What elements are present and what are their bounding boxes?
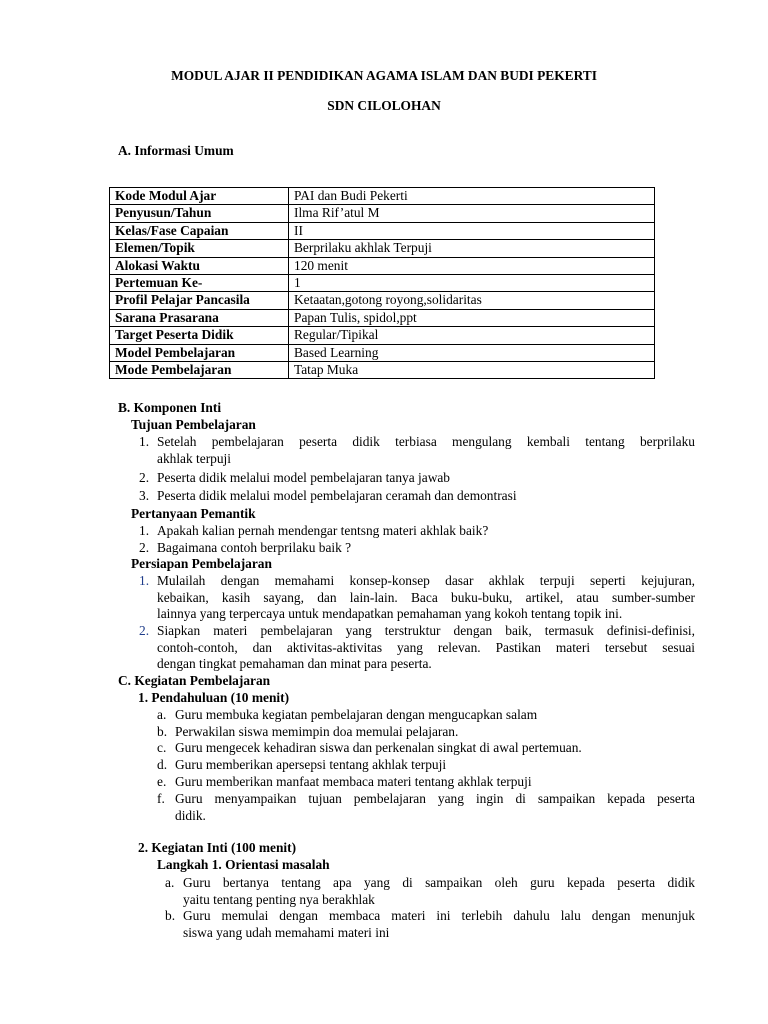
school-name: SDN CILOLOHAN: [327, 98, 441, 113]
info-value: Berprilaku akhlak Terpuji: [289, 240, 655, 257]
info-key: Profil Pelajar Pancasila: [110, 292, 289, 309]
info-table-row: [110, 222, 655, 239]
info-value: PAI dan Budi Pekerti: [289, 188, 655, 205]
info-value: Papan Tulis, spidol,ppt: [289, 309, 655, 326]
info-value: II: [289, 222, 655, 239]
list-item: [175, 707, 695, 724]
section-b-heading: B. Komponen Inti: [118, 400, 222, 415]
list-item-line: lainnya yang terpercaya untuk mendapatkan pemahaman yang kokoh tentang topik ini.: [157, 606, 623, 621]
list-item-number: 1.: [139, 573, 150, 588]
list-item-line: akhlak terpuji: [157, 450, 231, 466]
info-table-row: [110, 275, 655, 292]
list-item-line: Apakah kalian pernah mendengar tentsng materi akhlak baik?: [157, 523, 489, 538]
info-key: Model Pembelajaran: [110, 344, 289, 361]
tujuan-heading: Tujuan Pembelajaran: [131, 417, 256, 432]
info-key: Target Peserta Didik: [110, 327, 289, 344]
list-item-line: Guru mengecek kehadiran siswa dan perkenalan singkat di awal pertemuan.: [175, 740, 582, 755]
list-item-number: 1.: [139, 434, 150, 449]
info-table-row: [110, 327, 655, 344]
list-item: [157, 623, 695, 673]
list-item: [175, 757, 695, 774]
list-item-line: Guru menyampaikan tujuan pembelajaran yang ingin di sampaikan kepada peserta: [175, 791, 695, 806]
list-item: [175, 740, 695, 757]
info-table-row: [110, 309, 655, 326]
list-item: [183, 875, 695, 908]
section-c-heading: C. Kegiatan Pembelajaran: [118, 673, 271, 688]
list-item-number: 3.: [139, 488, 150, 503]
list-item: [175, 724, 695, 741]
list-item-line: Setelah pembelajaran peserta didik terbiasa mengulang kembali tentang berprilaku: [157, 434, 695, 449]
list-item-line: Bagaimana contoh berprilaku baik ?: [157, 540, 352, 555]
list-item: [157, 523, 695, 540]
info-key: Sarana Prasarana: [110, 309, 289, 326]
info-table-row: [110, 188, 655, 205]
list-item-number: c.: [157, 740, 167, 755]
info-table: [109, 187, 655, 379]
list-item-line: didik.: [175, 807, 206, 823]
list-item-line: Guru memberikan manfaat membaca materi tentang akhlak terpuji: [175, 774, 532, 789]
info-key: Elemen/Topik: [110, 240, 289, 257]
info-value: Tatap Muka: [289, 362, 655, 379]
list-item-line: Guru memulai dengan membaca materi ini terlebih dahulu lalu dengan menunjuk: [183, 908, 695, 923]
info-table-row: [110, 362, 655, 379]
persiapan-heading: Persiapan Pembelajaran: [131, 556, 272, 571]
list-item-number: b.: [165, 908, 176, 923]
list-item: [175, 774, 695, 791]
list-item-line: dengan tingkat pemahaman dan minat para peserta.: [157, 656, 432, 671]
info-key: Alokasi Waktu: [110, 257, 289, 274]
list-item-number: a.: [157, 707, 167, 722]
inti-subheading: Langkah 1. Orientasi masalah: [157, 857, 330, 872]
list-item-number: f.: [157, 791, 165, 806]
inti-heading: 2. Kegiatan Inti (100 menit): [138, 840, 297, 855]
list-item-line: siswa yang udah memahami materi ini: [183, 924, 390, 940]
list-item-line: kebaikan, kasih sayang, dan lain-lain. Baca buku-buku, artikel, atau sumber-sumber: [157, 589, 695, 605]
info-table-row: [110, 344, 655, 361]
list-item-number: b.: [157, 724, 168, 739]
section-a-heading: A. Informasi Umum: [118, 143, 234, 158]
list-item-line: contoh-contoh, dan aktivitas-aktivitas yang relevan. Pastikan materi tersebut sesuai: [157, 639, 695, 655]
list-item-line: Guru membuka kegiatan pembelajaran dengan mengucapkan salam: [175, 707, 538, 722]
list-item-number: 2.: [139, 540, 150, 555]
list-item-line: Perwakilan siswa memimpin doa memulai pelajaran.: [175, 724, 459, 739]
list-item-line: Guru bertanya tentang apa yang di sampaikan oleh guru kepada peserta didik: [183, 875, 695, 890]
info-value: Based Learning: [289, 344, 655, 361]
info-table-row: [110, 205, 655, 222]
info-key: Kelas/Fase Capaian: [110, 222, 289, 239]
list-item-number: d.: [157, 757, 168, 772]
list-item: [175, 791, 695, 824]
info-table-row: [110, 240, 655, 257]
info-key: Penyusun/Tahun: [110, 205, 289, 222]
list-item-number: 2.: [139, 470, 150, 485]
info-table-row: [110, 292, 655, 309]
list-item: [157, 470, 695, 487]
list-item-number: e.: [157, 774, 167, 789]
list-item-line: Guru memberikan apersepsi tentang akhlak terpuji: [175, 757, 447, 772]
list-item: [157, 434, 695, 467]
info-value: Ketaatan,gotong royong,solidaritas: [289, 292, 655, 309]
list-item: [183, 908, 695, 941]
info-key: Mode Pembelajaran: [110, 362, 289, 379]
list-item-line: yaitu tentang penting nya berakhlak: [183, 891, 375, 907]
info-value: 120 menit: [289, 257, 655, 274]
list-item: [157, 573, 695, 623]
info-value: 1: [289, 275, 655, 292]
pemantik-heading: Pertanyaan Pemantik: [131, 506, 256, 521]
info-value: Ilma Rif’atul M: [289, 205, 655, 222]
list-item-line: Peserta didik melalui model pembelajaran tanya jawab: [157, 470, 450, 485]
list-item-number: a.: [165, 875, 175, 890]
list-item-line: Mulailah dengan memahami konsep-konsep dasar akhlak terpuji seperti kejujuran,: [157, 573, 695, 588]
info-value: Regular/Tipikal: [289, 327, 655, 344]
list-item-line: Siapkan materi pembelajaran yang terstruktur dengan baik, termasuk definisi-definisi,: [157, 623, 695, 638]
list-item-number: 1.: [139, 523, 150, 538]
list-item-line: Peserta didik melalui model pembelajaran ceramah dan demontrasi: [157, 488, 517, 503]
pendahuluan-heading: 1. Pendahuluan (10 menit): [138, 690, 290, 705]
list-item: [157, 488, 695, 505]
document-title: MODUL AJAR II PENDIDIKAN AGAMA ISLAM DAN BUDI PEKERTI: [171, 68, 597, 83]
list-item-number: 2.: [139, 623, 150, 638]
info-table-row: [110, 257, 655, 274]
list-item: [157, 540, 695, 557]
info-key: Kode Modul Ajar: [110, 188, 289, 205]
info-key: Pertemuan Ke-: [110, 275, 289, 292]
